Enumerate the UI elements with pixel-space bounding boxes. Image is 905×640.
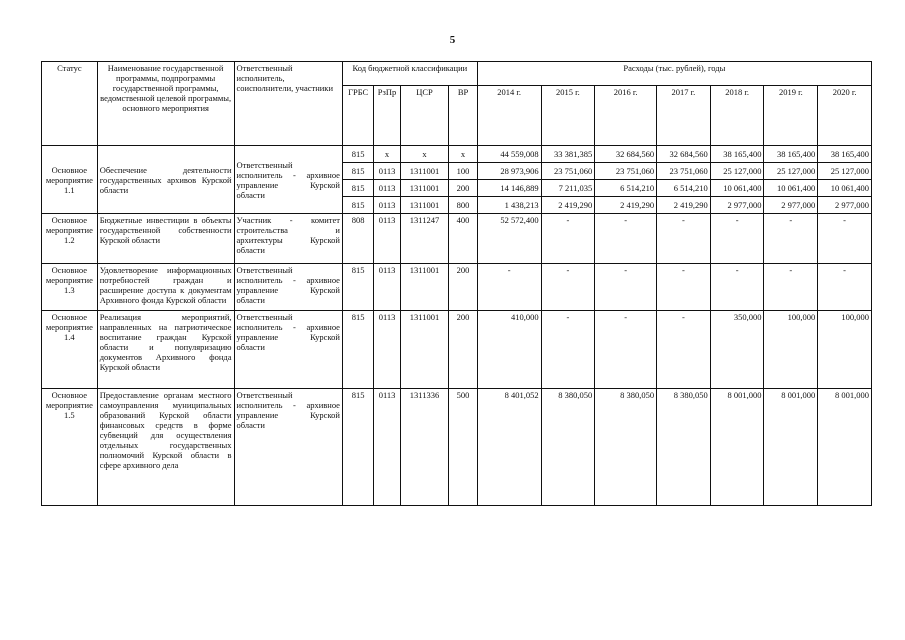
- cell-rzpr: 0113: [374, 311, 400, 389]
- cell-amount: 350,000: [710, 311, 764, 389]
- cell-amount: 52 572,400: [477, 214, 541, 264]
- cell-amount: 23 751,060: [595, 163, 657, 180]
- budget-table: [41, 61, 872, 506]
- cell-amount: 2 419,290: [541, 197, 595, 214]
- cell-grbs: 815: [342, 163, 373, 180]
- cell-amount: 23 751,060: [541, 163, 595, 180]
- cell-amount: -: [657, 311, 711, 389]
- row-status: Основное мероприятие 1.4: [42, 311, 98, 389]
- table-row: [42, 389, 872, 506]
- cell-amount: 8 001,000: [710, 389, 764, 506]
- row-status: Основное мероприятие 1.3: [42, 264, 98, 311]
- cell-csr: х: [400, 146, 449, 163]
- row-status: Основное мероприятие 1.1: [42, 146, 98, 214]
- cell-amount: -: [764, 214, 818, 264]
- cell-amount: -: [818, 264, 872, 311]
- row-responsible: Ответственный исполнитель - архивное управление Курской области: [234, 264, 342, 311]
- cell-amount: -: [818, 214, 872, 264]
- cell-vr: 400: [449, 214, 477, 264]
- cell-amount: 1 438,213: [477, 197, 541, 214]
- row-name: Предоставление органам местного самоуправления муниципальных образований Курской области финансовых средств в форме субвенций для осуществления отдельных государственных полномочий Курской области в сфере архивного дела: [97, 389, 234, 506]
- cell-grbs: 815: [342, 197, 373, 214]
- cell-rzpr: 0113: [374, 180, 400, 197]
- cell-grbs: 808: [342, 214, 373, 264]
- cell-amount: 2 977,000: [710, 197, 764, 214]
- cell-amount: -: [710, 264, 764, 311]
- cell-amount: -: [595, 214, 657, 264]
- cell-amount: 2 419,290: [595, 197, 657, 214]
- header-vr: ВР: [449, 86, 477, 146]
- cell-rzpr: 0113: [374, 197, 400, 214]
- cell-amount: -: [764, 264, 818, 311]
- cell-vr: 800: [449, 197, 477, 214]
- row-responsible: Ответственный исполнитель - архивное управление Курской области: [234, 311, 342, 389]
- header-year: 2015 г.: [541, 86, 595, 146]
- cell-amount: 14 146,889: [477, 180, 541, 197]
- header-budget-code: Код бюджетной классификации: [342, 62, 477, 86]
- cell-amount: 33 381,385: [541, 146, 595, 163]
- cell-vr: 200: [449, 311, 477, 389]
- header-grbs: ГРБС: [342, 86, 373, 146]
- cell-amount: 8 001,000: [764, 389, 818, 506]
- row-responsible: Участник - комитет строительства и архитектуры Курской области: [234, 214, 342, 264]
- cell-amount: 2 977,000: [764, 197, 818, 214]
- cell-amount: -: [595, 264, 657, 311]
- header-csr: ЦСР: [400, 86, 449, 146]
- cell-amount: 38 165,400: [764, 146, 818, 163]
- page-number: 5: [449, 34, 456, 46]
- cell-rzpr: 0113: [374, 264, 400, 311]
- table-row: [42, 264, 872, 311]
- cell-rzpr: 0113: [374, 389, 400, 506]
- cell-rzpr: 0113: [374, 214, 400, 264]
- cell-grbs: 815: [342, 264, 373, 311]
- cell-vr: 200: [449, 180, 477, 197]
- cell-amount: 8 401,052: [477, 389, 541, 506]
- cell-amount: 10 061,400: [764, 180, 818, 197]
- cell-amount: 6 514,210: [657, 180, 711, 197]
- cell-csr: 1311001: [400, 264, 449, 311]
- cell-amount: 32 684,560: [657, 146, 711, 163]
- header-responsible: Ответственный исполнитель, соисполнители, участники: [234, 62, 342, 146]
- row-name: Реализация мероприятий, направленных на патриотическое воспитание граждан Курской области и популяризацию документов Архивного фонда Курской области: [97, 311, 234, 389]
- cell-amount: -: [710, 214, 764, 264]
- cell-csr: 1311001: [400, 180, 449, 197]
- header-year: 2017 г.: [657, 86, 711, 146]
- cell-vr: 500: [449, 389, 477, 506]
- cell-amount: 100,000: [764, 311, 818, 389]
- cell-vr: 200: [449, 264, 477, 311]
- cell-amount: 32 684,560: [595, 146, 657, 163]
- cell-rzpr: х: [374, 146, 400, 163]
- cell-amount: -: [657, 264, 711, 311]
- cell-grbs: 815: [342, 389, 373, 506]
- cell-amount: -: [477, 264, 541, 311]
- cell-amount: -: [541, 264, 595, 311]
- header-year: 2020 г.: [818, 86, 872, 146]
- cell-grbs: 815: [342, 146, 373, 163]
- header-year: 2018 г.: [710, 86, 764, 146]
- cell-amount: -: [595, 311, 657, 389]
- cell-amount: 28 973,906: [477, 163, 541, 180]
- header-status: Статус: [42, 62, 98, 146]
- table-row: [42, 311, 872, 389]
- cell-amount: -: [541, 214, 595, 264]
- row-status: Основное мероприятие 1.2: [42, 214, 98, 264]
- cell-amount: 38 165,400: [818, 146, 872, 163]
- cell-amount: 8 380,050: [541, 389, 595, 506]
- cell-amount: 100,000: [818, 311, 872, 389]
- cell-amount: 10 061,400: [710, 180, 764, 197]
- cell-grbs: 815: [342, 311, 373, 389]
- cell-amount: 10 061,400: [818, 180, 872, 197]
- cell-csr: 1311336: [400, 389, 449, 506]
- row-name: Удовлетворение информационных потребностей граждан и расширение доступа к документам Архивного фонда Курской области: [97, 264, 234, 311]
- cell-amount: -: [657, 214, 711, 264]
- cell-amount: 8 380,050: [657, 389, 711, 506]
- cell-amount: 25 127,000: [710, 163, 764, 180]
- cell-csr: 1311001: [400, 163, 449, 180]
- row-name: Обеспечение деятельности государственных архивов Курской области: [97, 146, 234, 214]
- header-year: 2019 г.: [764, 86, 818, 146]
- cell-grbs: 815: [342, 180, 373, 197]
- row-responsible: Ответственный исполнитель - архивное управление Курской области: [234, 146, 342, 214]
- cell-amount: 2 977,000: [818, 197, 872, 214]
- cell-csr: 1311247: [400, 214, 449, 264]
- header-rzpr: РзПр: [374, 86, 400, 146]
- cell-amount: 38 165,400: [710, 146, 764, 163]
- cell-amount: 8 380,050: [595, 389, 657, 506]
- cell-amount: 44 559,008: [477, 146, 541, 163]
- cell-vr: х: [449, 146, 477, 163]
- header-year: 2014 г.: [477, 86, 541, 146]
- cell-amount: 2 419,290: [657, 197, 711, 214]
- table-row: [42, 146, 872, 163]
- cell-vr: 100: [449, 163, 477, 180]
- header-name: Наименование государственной программы, подпрограммы государственной программы, ведомственной целевой программы, основного мероприятия: [97, 62, 234, 146]
- header-expenses: Расходы (тыс. рублей), годы: [477, 62, 871, 86]
- cell-csr: 1311001: [400, 197, 449, 214]
- cell-rzpr: 0113: [374, 163, 400, 180]
- cell-amount: 25 127,000: [764, 163, 818, 180]
- header-year: 2016 г.: [595, 86, 657, 146]
- table-row: [42, 214, 872, 264]
- cell-csr: 1311001: [400, 311, 449, 389]
- cell-amount: 8 001,000: [818, 389, 872, 506]
- row-status: Основное мероприятие 1.5: [42, 389, 98, 506]
- row-responsible: Ответственный исполнитель - архивное управление Курской области: [234, 389, 342, 506]
- cell-amount: 7 211,035: [541, 180, 595, 197]
- cell-amount: 410,000: [477, 311, 541, 389]
- cell-amount: 25 127,000: [818, 163, 872, 180]
- cell-amount: 6 514,210: [595, 180, 657, 197]
- cell-amount: 23 751,060: [657, 163, 711, 180]
- cell-amount: -: [541, 311, 595, 389]
- row-name: Бюджетные инвестиции в объекты государственной собственности Курской области: [97, 214, 234, 264]
